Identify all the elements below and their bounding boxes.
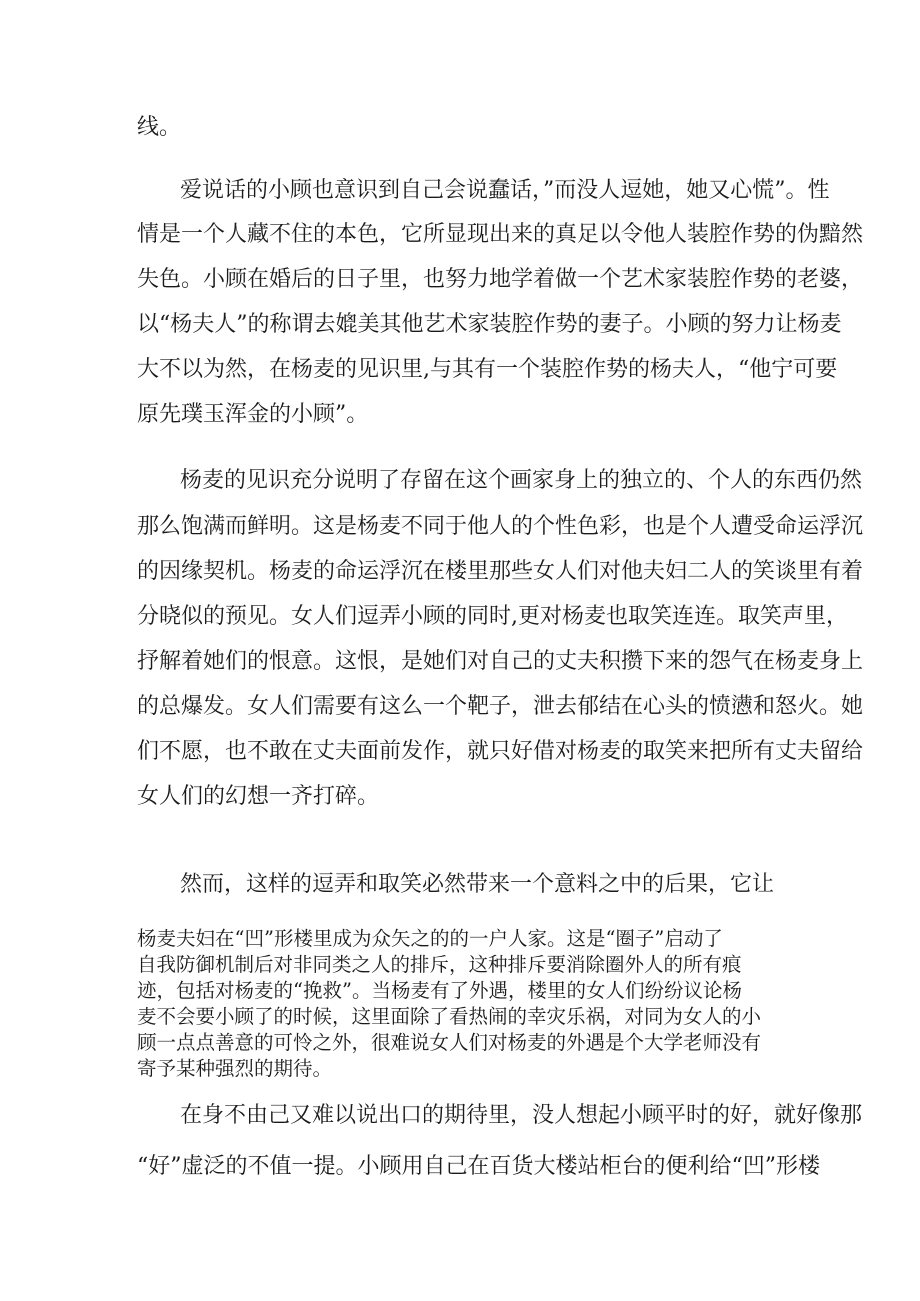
text-line: 原先璞玉浑金的小顾”。 (137, 402, 369, 427)
text-line: 大不以为然，在杨麦的见识里,与其有一个装腔作势的杨夫人，“他宁可要 (137, 357, 838, 382)
text-line: 迹，包括对杨麦的“挽救”。当杨麦有了外遇，楼里的女人们纷纷议论杨 (137, 979, 742, 1002)
text-line: 失色。小顾在婚后的日子里，也努力地学着做一个艺术家装腔作势的老婆， (137, 267, 864, 292)
text-line: 线。 (137, 115, 182, 140)
text-line: 情是一个人藏不住的本色，它所显现出来的真足以令他人装腔作势的伪黯然 (137, 222, 864, 247)
text-line: 们不愿，也不敢在丈夫面前发作，就只好借对杨麦的取笑来把所有丈夫留给 (137, 739, 864, 764)
text-line: 女人们的幻想一齐打碎。 (137, 784, 380, 809)
text-line: 抒解着她们的恨意。这恨，是她们对自己的丈夫积攒下来的怨气在杨麦身上 (137, 649, 864, 674)
text-line: 杨麦夫妇在“凹”形楼里成为众矢之的的一户人家。这是“圈子”启动了 (137, 927, 723, 950)
text-line: 在身不由己又难以说出口的期待里，没人想起小顾平时的好，就好像那 (180, 1103, 863, 1128)
text-line: 麦不会要小顾了的时候，这里面除了看热闹的幸灾乐祸，对同为女人的小 (137, 1005, 762, 1028)
text-line: 以“杨夫人”的称谓去媲美其他艺术家装腔作势的妻子。小顾的努力让杨麦 (137, 312, 842, 337)
text-line: 分晓似的预见。女人们逗弄小顾的同时,更对杨麦也取笑连连。取笑声里， (137, 604, 848, 629)
text-line: 自我防御机制后对非同类之人的排斥，这种排斥要消除圈外人的所有痕 (137, 953, 742, 976)
text-line: 顾一点点善意的可怜之外，很难说女人们对杨麦的外遇是个大学老师没有 (137, 1031, 762, 1054)
text-line: 然而，这样的逗弄和取笑必然带来一个意料之中的后果，它让 (180, 872, 775, 897)
text-line: 爱说话的小顾也意识到自己会说蠢话，”而没人逗她，她又心慌”。性 (180, 178, 830, 203)
text-line: 的总爆发。女人们需要有这么一个靶子，泄去郁结在心头的愤懑和怒火。她 (137, 694, 864, 719)
text-line: 那么饱满而鲜明。这是杨麦不同于他人的个性色彩，也是个人遭受命运浮沉 (137, 514, 864, 539)
text-line: “好”虚泛的不值一提。小顾用自己在百货大楼站柜台的便利给“凹”形楼 (137, 1154, 820, 1179)
text-line: 的因缘契机。杨麦的命运浮沉在楼里那些女人们对他夫妇二人的笑谈里有着 (137, 559, 864, 584)
text-line: 杨麦的见识充分说明了存留在这个画家身上的独立的、个人的东西仍然 (180, 468, 863, 493)
text-line: 寄予某种强烈的期待。 (137, 1057, 333, 1080)
